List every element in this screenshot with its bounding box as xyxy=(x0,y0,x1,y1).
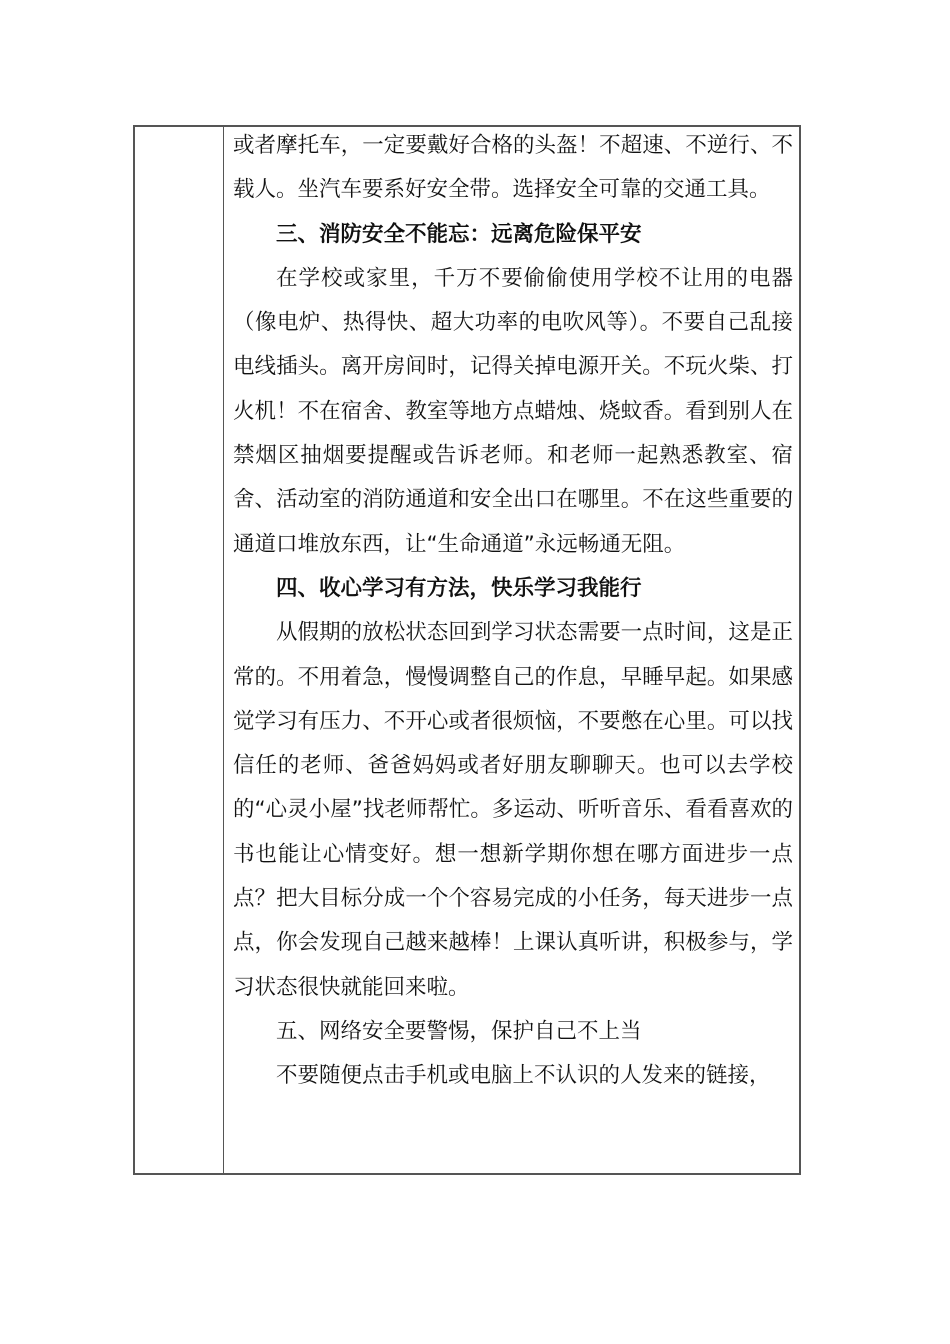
heading-study-method: 四、收心学习有方法，快乐学习我能行 xyxy=(276,575,642,601)
paragraph-traffic-continuation: 或者摩托车，一定要戴好合格的头盔！不超速、不逆行、不载人。坐汽车要系好安全带。选择安全可靠的交通工具。 xyxy=(233,133,793,203)
heading-network-safety: 五、网络安全要警惕，保护自己不上当 xyxy=(276,1018,642,1044)
paragraph-fire-safety: 在学校或家里，千万不要偷偷使用学校不让用的电器（像电炉、热得快、超大功率的电吹风等）。不要自己乱接电线插头。离开房间时，记得关掉电源开关。不玩火柴、打火机！不在宿舍、教室等地方点蜡烛、烧蚊香。看到别人在禁烟区抽烟要提醒或告诉老师。和老师一起熟悉教室、宿舍、活动室的消防通道和安全出口在哪里。不在这些重要的通道口堆放东西，让“生命通道”永远畅通无阻。 xyxy=(233,265,793,557)
document-table xyxy=(133,125,801,1175)
table-left-column xyxy=(135,127,224,1173)
paragraph-network-safety: 不要随便点击手机或电脑上不认识的人发来的链接， xyxy=(276,1063,771,1089)
paragraph-study-method: 从假期的放松状态回到学习状态需要一点时间，这是正常的。不用着急，慢慢调整自己的作息，早睡早起。如果感觉学习有压力、不开心或者很烦恼，不要憋在心里。可以找信任的老师、爸爸妈妈或者好朋友聊聊天。也可以去学校的“心灵小屋”找老师帮忙。多运动、听听音乐、看看喜欢的书也能让心情变好。想一想新学期你想在哪方面进步一点点？把大目标分成一个个容易完成的小任务，每天进步一点点，你会发现自己越来越棒！上课认真听讲，积极参与，学习状态很快就能回来啦。 xyxy=(233,620,793,1000)
heading-fire-safety: 三、消防安全不能忘：远离危险保平安 xyxy=(276,221,642,247)
table-content-cell xyxy=(224,127,799,1173)
